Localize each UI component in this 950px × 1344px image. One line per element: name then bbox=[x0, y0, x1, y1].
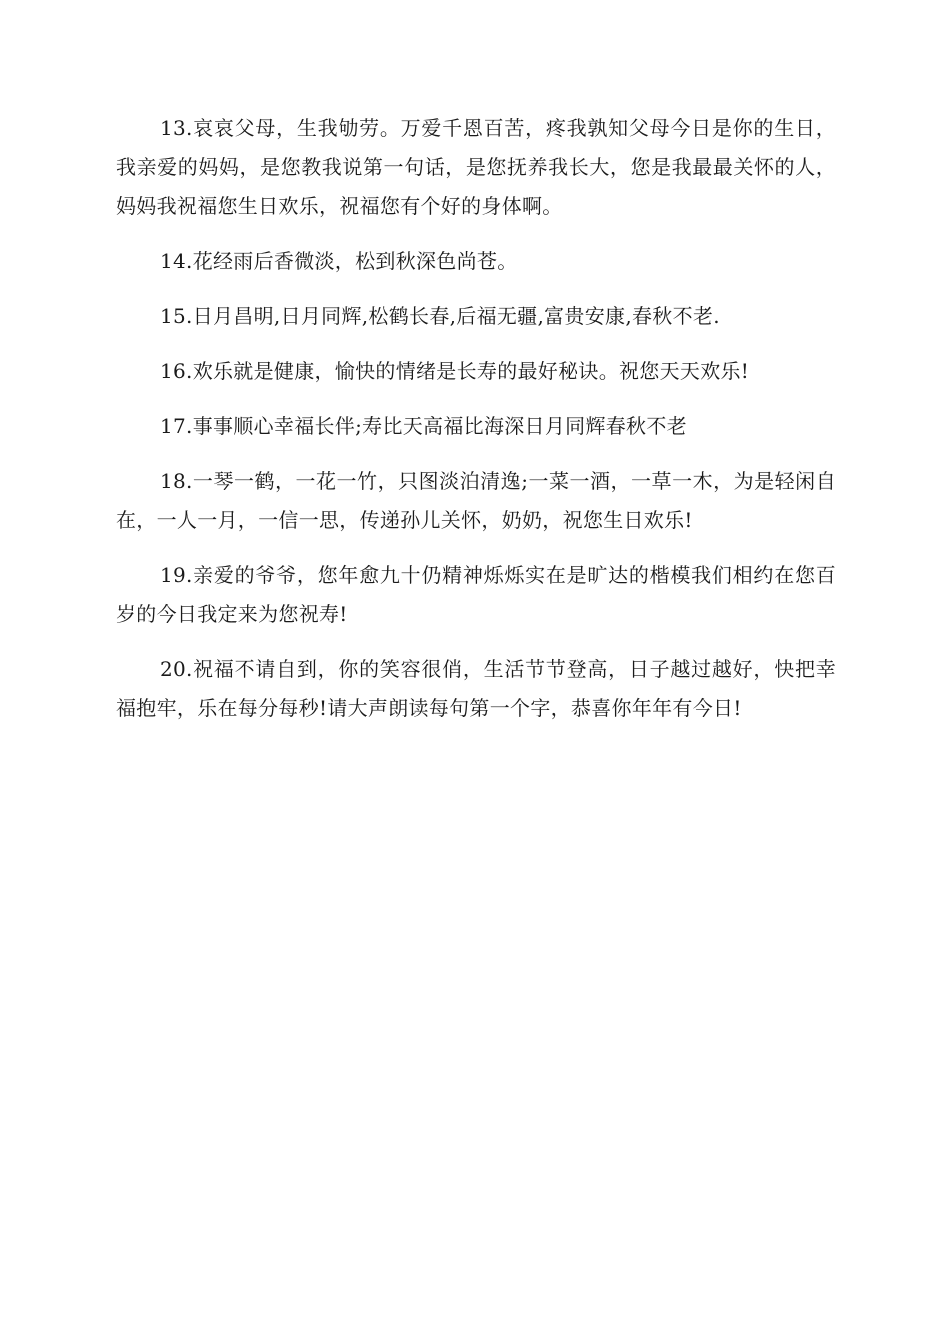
paragraph-17: 17.事事顺心幸福长伴;寿比天高福比海深日月同辉春秋不老 bbox=[160, 414, 687, 438]
paragraph-16: 16.欢乐就是健康，愉快的情绪是长寿的最好秘诀。祝您天天欢乐! bbox=[160, 359, 750, 383]
paragraph-14: 14.花经雨后香微淡，松到秋深色尚苍。 bbox=[160, 249, 518, 273]
paragraph-18: 18.一琴一鹤，一花一竹，只图淡泊清逸;一菜一酒，一草一木，为是轻闲自在，一人一月，一信一思，传递孙儿关怀，奶奶，祝您生日欢乐! bbox=[116, 469, 836, 532]
paragraph-19: 19.亲爱的爷爷，您年愈九十仍精神烁烁实在是旷达的楷模我们相约在您百岁的今日我定来为您祝寿! bbox=[116, 563, 836, 626]
paragraph-20: 20.祝福不请自到，你的笑容很俏，生活节节登高，日子越过越好，快把幸福抱牢，乐在每分每秒!请大声朗读每句第一个字，恭喜你年年有今日! bbox=[116, 657, 836, 720]
paragraph-15: 15.日月昌明,日月同辉,松鹤长春,后福无疆,富贵安康,春秋不老. bbox=[160, 304, 720, 328]
document-body bbox=[116, 109, 836, 744]
paragraph-13: 13.哀哀父母，生我劬劳。万爱千恩百苦，疼我孰知父母今日是你的生日，我亲爱的妈妈，是您教我说第一句话，是您抚养我长大，您是我最最关怀的人，妈妈我祝福您生日欢乐，祝福您有个好的身体啊。 bbox=[116, 116, 836, 218]
